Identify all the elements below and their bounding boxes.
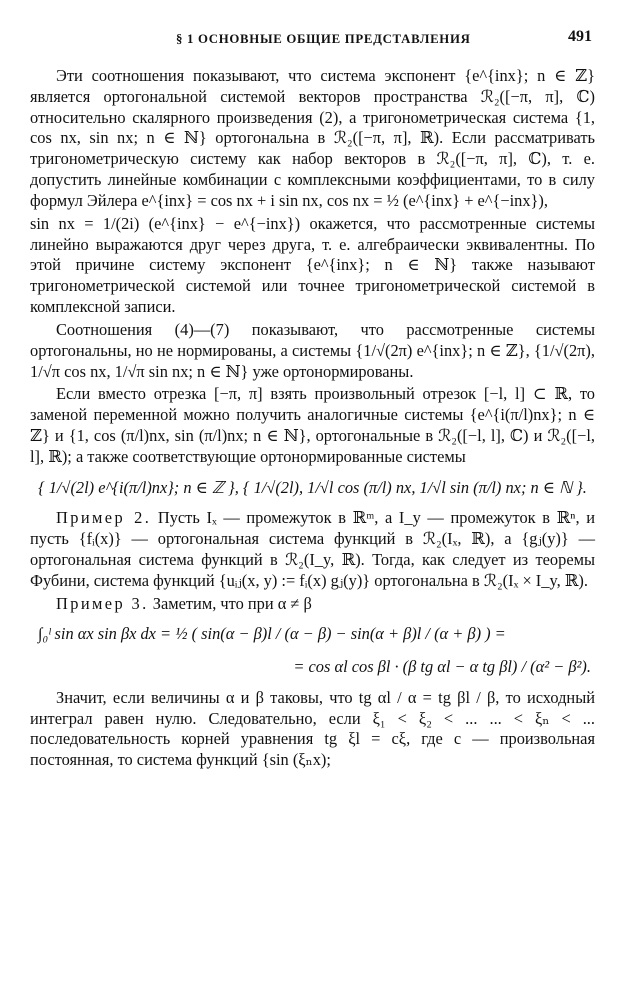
paragraph-orthonormal: Соотношения (4)—(7) показывают, что рассмотренные системы ортогональны, но не нормированы, а системы {1/√(2π) e^{inx}; n ∈ ℤ}, {1/√(2π), 1/√π cos nx, 1/√π sin nx; n ∈ ℕ} уже ортонормированы. [30,319,595,381]
paragraph-example-2 [30,508,595,591]
formula-integral-result: = cos αl cos βl · (β tg αl − α tg βl) / (α² − β²). [293,657,591,677]
formula-orthonormal-systems: { 1/√(2l) e^{i(π/l)nx}; n ∈ ℤ }, { 1/√(2l), 1/√l cos (π/l) nx, 1/√l sin (π/l) nx; n ∈ ℕ }. [38,477,587,497]
example-2-label: Пример 2. [56,508,152,528]
example-3-text: Заметим, что при α ≠ β [152,593,312,613]
page-body [30,66,595,773]
page-number: 491 [568,28,592,45]
paragraph-example-3 [30,594,595,615]
example-2-text: Пусть Iₓ — промежуток в ℝᵐ, а I_y — промежуток в ℝⁿ, и пусть {fᵢ(x)} — ортогональная система функций в ℛ₂(Iₓ, ℝ), а {gⱼ(y)} — ортогональная система функций в ℛ₂(I_y, ℝ). Тогда, как следует из теоремы Фубини, система функций {uᵢⱼ(x, y) := fᵢ(x) gⱼ(y)} ортогональна в ℛ₂(Iₓ × I_y, ℝ). [30,508,595,590]
running-head: § 1 ОСНОВНЫЕ ОБЩИЕ ПРЕДСТАВЛЕНИЯ [176,32,471,46]
paragraph-arbitrary-interval: Если вместо отрезка [−π, π] взять произвольный отрезок [−l, l] ⊂ ℝ, то заменой переменной можно получить аналогичные системы {e^{i(π/l)nx}; n ∈ ℤ} и {1, cos (π/l)nx, sin (π/l)nx; n ∈ ℕ}, ортогональные в ℛ₂([−l, l], ℂ) и ℛ₂([−l, l], ℝ); а также соответствующие ортонормированные системы [30,384,595,466]
formula-integral: ∫₀ˡ sin αx sin βx dx = ½ ( sin(α − β)l / (α − β) − sin(α + β)l / (α + β) ) = [38,624,506,644]
paragraph-equivalence: sin nx = 1/(2i) (e^{inx} − e^{−inx}) окажется, что рассмотренные системы линейно выражаются друг через друга, т. е. алгебраически эквивалентны. По этой причине систему экспонент {e^{inx}; n ∈ ℕ} также называют тригонометрической системой или точнее тригонометрической системой в комплексной записи. [30,213,595,317]
paragraph-exponent-system: Эти соотношения показывают, что система экспонент {e^{inx}; n ∈ ℤ} является ортогональной системой векторов пространства ℛ₂([−π, π], ℂ) относительно скалярного произведения (2), а тригонометрическая система {1, cos nx, sin nx; n ∈ ℕ} ортогональна в ℛ₂([−π, π], ℝ). Если рассматривать тригонометрическую систему как набор векторов в ℛ₂([−π, π], ℂ), т. е. допустить линейные комбинации с комплексными коэффициентами, то в силу формул Эйлера e^{inx} = cos nx + i sin nx, cos nx = ½ (e^{inx} + e^{−inx}), [30,66,595,210]
paragraph-roots: Значит, если величины α и β таковы, что tg αl / α = tg βl / β, то исходный интеграл равен нулю. Следовательно, если ξ₁ < ξ₂ < ... ... < ξₙ < ... последовательность корней уравнения tg ξl = cξ, где c — произвольная постоянная, то система функций {sin (ξₙx); [30,687,595,770]
example-3-label: Пример 3. [56,593,149,613]
